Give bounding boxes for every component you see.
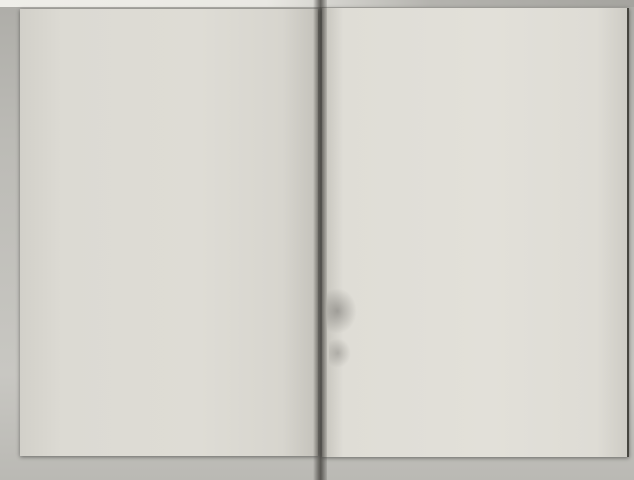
census-page-left [20, 9, 318, 456]
binding-gutter-shadow [313, 0, 327, 480]
census-page-right [322, 8, 629, 457]
